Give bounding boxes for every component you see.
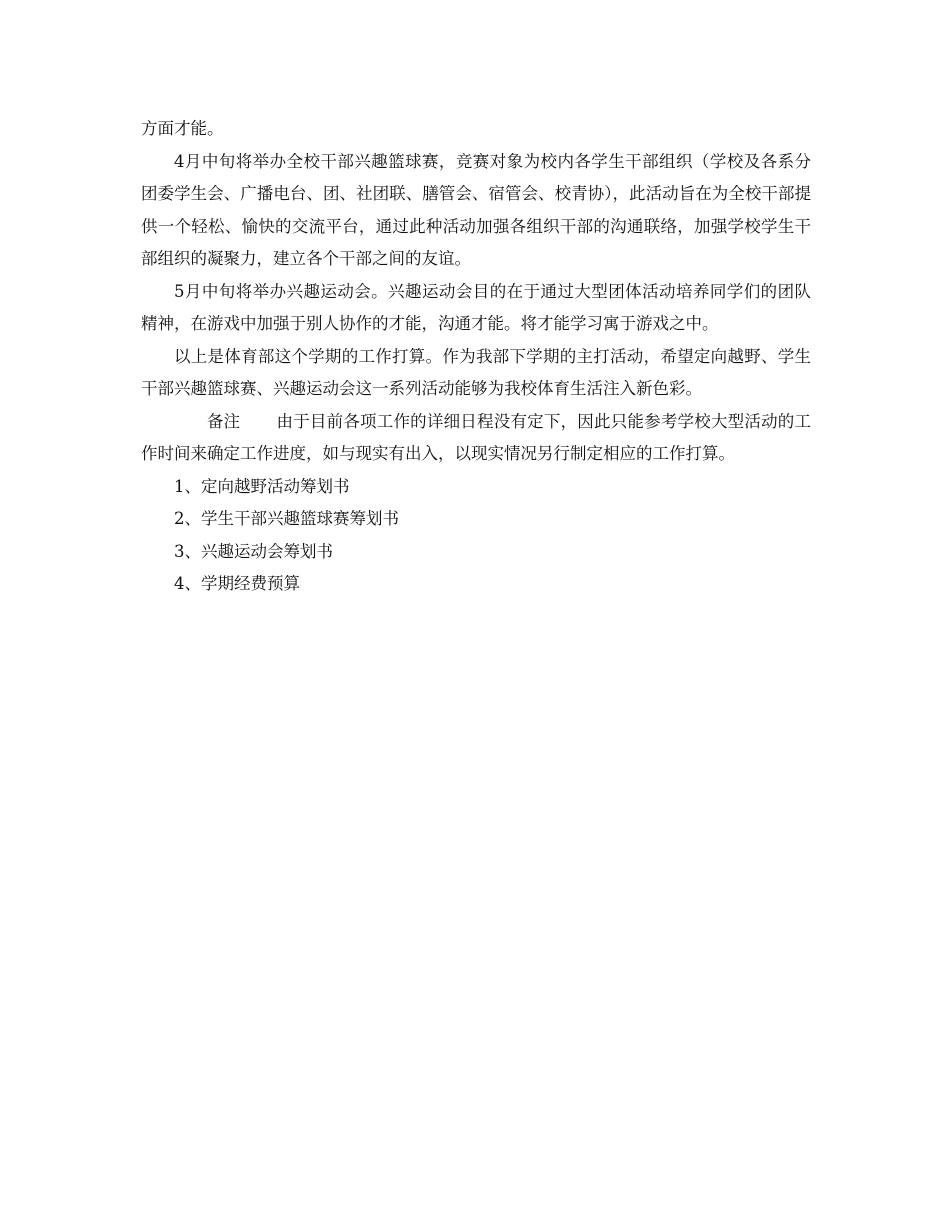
paragraph-summary: 以上是体育部这个学期的工作打算。作为我部下学期的主打活动，希望定向越野、学生干部兴趣篮球赛、兴趣运动会这一系列活动能够为我校体育生活注入新色彩。 — [141, 346, 811, 398]
note-paragraph — [141, 406, 811, 471]
paragraph-basketball-match: 4月中旬将举办全校干部兴趣篮球赛，竞赛对象为校内各学生干部组织（学校及各系分团委学生会、广播电台、团、社团联、膳管会、宿管会、校青协），此活动旨在为全校干部提供一个轻松、愉快的交流平台，通过此种活动加强各组织干部的沟通联络，加强学校学生干部组织的凝聚力，建立各个干部之间的友谊。 — [141, 151, 811, 268]
attachment-item: 4、学期经费预算 — [174, 574, 300, 593]
attachment-item: 3、兴趣运动会筹划书 — [174, 541, 333, 561]
attachment-list — [141, 471, 811, 601]
attachment-item: 2、学生干部兴趣篮球赛筹划书 — [174, 509, 399, 528]
attachment-item: 1、定向越野活动筹划书 — [174, 476, 350, 496]
note-text: 由于目前各项工作的详细日程没有定下，因此只能参考学校大型活动的工作时间来确定工作进度，如与现实有出入，以现实情况另行制定相应的工作打算。 — [141, 411, 811, 463]
note-label: 备注 — [207, 411, 240, 431]
paragraph-continuation: 方面才能。 — [141, 119, 224, 138]
paragraph-sports-meet: 5月中旬将举办兴趣运动会。兴趣运动会目的在于通过大型团体活动培养同学们的团队精神，在游戏中加强于别人协作的才能，沟通才能。将才能学习寓于游戏之中。 — [141, 281, 811, 333]
document-body — [141, 113, 811, 601]
